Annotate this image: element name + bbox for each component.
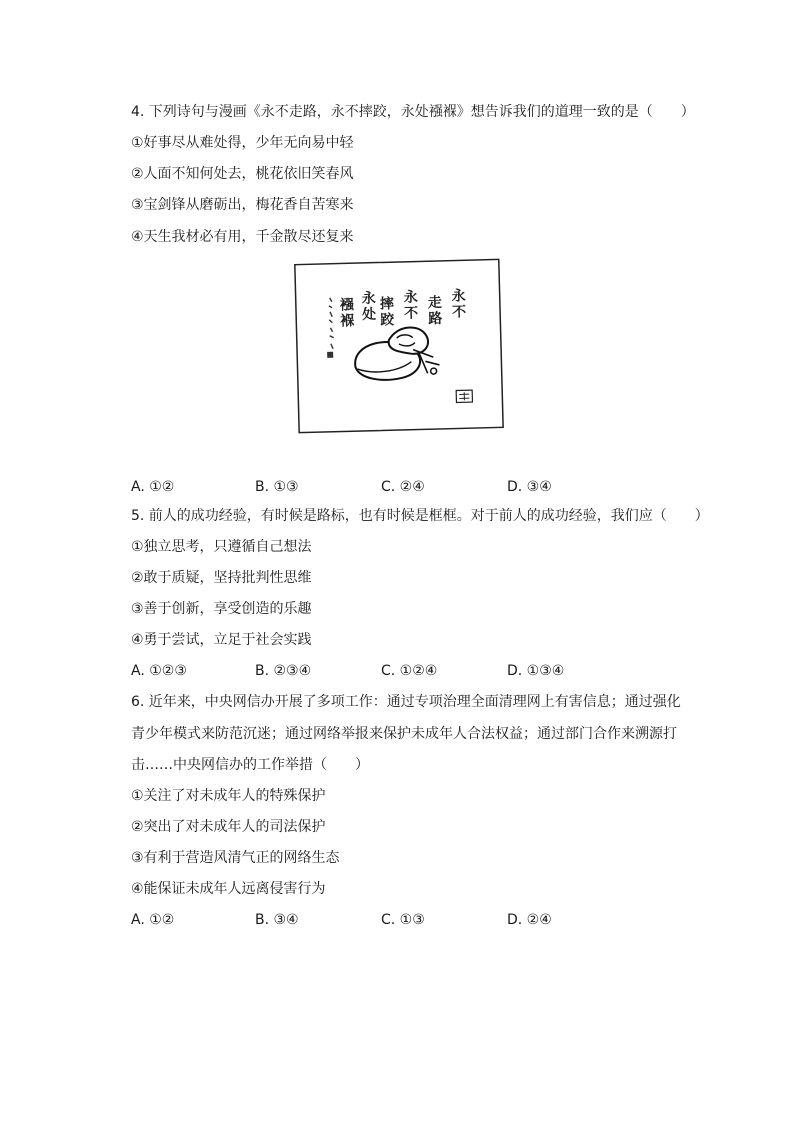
- q4-statement-2: ②人面不知何处去，桃花依旧笑春风: [131, 166, 354, 182]
- q5-statement-1: ①独立思考，只遵循自己想法: [131, 539, 312, 555]
- question-5-stem: 5. 前人的成功经验，有时候是路标，也有时候是框框。对于前人的成功经验，我们应（ ）: [131, 508, 709, 524]
- q5-statement-2: ②敢于质疑，坚持批判性思维: [131, 570, 312, 586]
- q4-option-a[interactable]: A. ①②: [131, 479, 175, 495]
- question-6-stem-line-2: 青少年模式来防范沉迷；通过网络举报来保护未成年人合法权益；通过部门合作来溯源打: [131, 726, 677, 742]
- q6-option-d[interactable]: D. ②④: [507, 912, 552, 928]
- q6-option-a[interactable]: A. ①②: [131, 912, 175, 928]
- q5-statement-4: ④勇于尝试，立足于社会实践: [131, 632, 312, 648]
- caption-col-4: 摔跤: [379, 296, 395, 329]
- q5-option-c[interactable]: C. ①②④: [381, 663, 438, 679]
- caption-col-2: 走路: [427, 294, 443, 328]
- caption-col-6: 襁褓: [339, 297, 355, 330]
- caption-col-3: 永不: [403, 289, 419, 322]
- q6-statement-3: ③有利于营造风清气正的网络生态: [131, 850, 340, 866]
- q4-statement-3: ③宝剑锋从磨砺出，梅花香自苦寒来: [131, 197, 354, 213]
- q4-statement-1: ①好事尽从难处得，少年无向易中轻: [131, 135, 354, 151]
- q6-statement-4: ④能保证未成年人远离侵害行为: [131, 881, 326, 897]
- q6-statement-1: ①关注了对未成年人的特殊保护: [131, 788, 326, 804]
- q6-options: [131, 912, 691, 928]
- q5-option-a[interactable]: A. ①②③: [131, 663, 187, 679]
- q4-option-b[interactable]: B. ①③: [255, 479, 299, 495]
- q4-option-c[interactable]: C. ②④: [381, 479, 425, 495]
- q4-statement-4: ④天生我材必有用，千金散尽还复来: [131, 229, 354, 245]
- q5-option-d[interactable]: D. ①③④: [507, 663, 565, 679]
- q4-option-d[interactable]: D. ③④: [507, 479, 552, 495]
- question-6-stem-line-3: 击……中央网信办的工作举措（ ）: [131, 757, 369, 773]
- q5-option-b[interactable]: B. ②③④: [255, 663, 312, 679]
- q4-options: [131, 479, 691, 495]
- q5-options: [131, 663, 691, 679]
- seal-small: [327, 352, 333, 358]
- question-4-stem: 4. 下列诗句与漫画《永不走路，永不摔跤，永处襁褓》想告诉我们的道理一致的是（ ）: [131, 104, 695, 120]
- q6-option-c[interactable]: C. ①③: [381, 912, 425, 928]
- cartoon-image: [293, 258, 505, 436]
- question-6-stem-line-1: 6. 近年来，中央网信办开展了多项工作：通过专项治理全面清理网上有害信息；通过强化: [131, 694, 681, 710]
- caption-col-5: 永处: [361, 290, 377, 323]
- q6-option-b[interactable]: B. ③④: [255, 912, 299, 928]
- q6-statement-2: ②突出了对未成年人的司法保护: [131, 819, 326, 835]
- q5-statement-3: ③善于创新，享受创造的乐趣: [131, 601, 312, 617]
- caption-col-1: 永不: [451, 288, 467, 321]
